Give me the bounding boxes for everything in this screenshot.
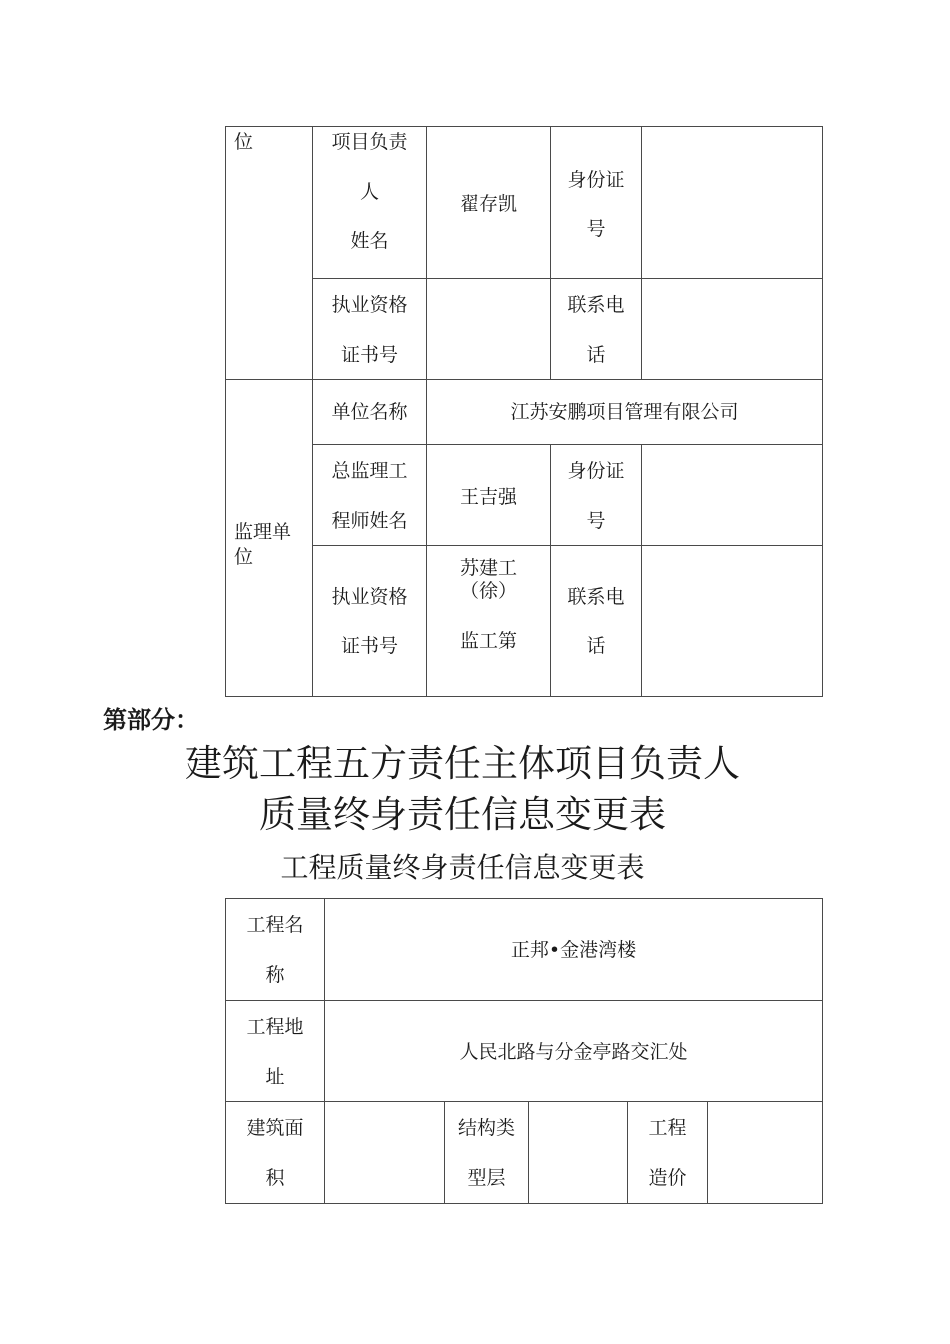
chief-value: 王吉强 [459, 486, 517, 508]
pm-name-value-cell [427, 127, 551, 279]
structure-value-cell [529, 1102, 628, 1204]
address-label-cell [226, 1001, 325, 1102]
chief-label-cell [313, 445, 427, 546]
structure-label-2: 型层 [467, 1167, 506, 1189]
id-value-cell [642, 127, 823, 279]
responsibility-table-continued [225, 126, 823, 697]
pm-name-label-2: 人 [359, 181, 379, 203]
unit-name-value-cell [427, 380, 823, 445]
supervision-label-1: 监理单 [234, 521, 292, 543]
form-subtitle: 工程质量终身责任信息变更表 [280, 851, 645, 884]
id-label-1: 身份证 [567, 169, 625, 191]
pm-name-label-cell [313, 127, 427, 279]
phone-value-cell-2 [642, 546, 823, 697]
cert-label-2: 证书号 [340, 344, 398, 366]
cost-value-cell [708, 1102, 823, 1204]
cert-value-cell-2 [427, 546, 551, 697]
id-label-cell-2 [551, 445, 642, 546]
chief-label-1: 总监理工 [331, 460, 408, 482]
id-label-1b: 身份证 [567, 460, 625, 482]
area-value-cell [325, 1102, 445, 1204]
cert-value-1: 苏建工 [459, 557, 517, 579]
title-line-2: 质量终身责任信息变更表 [259, 793, 666, 836]
cost-label-1: 工程 [648, 1117, 687, 1139]
pm-name-value: 翟存凯 [459, 193, 517, 215]
section-heading: 第部分： [103, 706, 199, 734]
title-line-1: 建筑工程五方责任主体项目负责人 [185, 742, 740, 785]
id-label-2b: 号 [586, 510, 606, 532]
address-value-cell [325, 1001, 823, 1102]
project-name-label-cell [226, 899, 325, 1001]
pm-name-label-3: 姓名 [350, 230, 389, 252]
cert-label-1: 执业资格 [331, 294, 408, 316]
supervision-unit-cell [226, 380, 313, 697]
cert-value-2: （徐） [459, 580, 517, 602]
cost-label-2: 造价 [648, 1167, 687, 1189]
cost-label-cell [628, 1102, 708, 1204]
unit-name-label-cell [313, 380, 427, 445]
phone-label-1: 联系电 [567, 294, 625, 316]
project-name-label-1: 工程名 [246, 914, 304, 936]
phone-label-cell-2 [551, 546, 642, 697]
phone-value-cell [642, 279, 823, 380]
structure-label-1: 结构类 [457, 1117, 515, 1139]
unit-tail-cell [226, 127, 313, 380]
pm-name-label-1: 项目负责 [331, 131, 408, 153]
cert-value-3: 监工第 [459, 630, 517, 652]
phone-label-cell [551, 279, 642, 380]
supervision-label-2: 位 [234, 546, 254, 568]
area-label-1: 建筑面 [246, 1117, 304, 1139]
address-label-1: 工程地 [246, 1016, 304, 1038]
project-name-value: 正邦•金港湾楼 [510, 939, 637, 961]
address-label-2: 址 [265, 1066, 285, 1088]
id-value-cell-2 [642, 445, 823, 546]
phone-label-2b: 话 [586, 635, 606, 657]
id-label-2: 号 [586, 218, 606, 240]
unit-name-value: 江苏安鹏项目管理有限公司 [510, 401, 739, 423]
structure-label-cell [445, 1102, 529, 1204]
cert-label-cell-2 [313, 546, 427, 697]
unit-name-label: 单位名称 [331, 401, 408, 423]
address-value: 人民北路与分金亭路交汇处 [459, 1041, 688, 1063]
phone-label-2: 话 [586, 344, 606, 366]
area-label-2: 积 [265, 1167, 285, 1189]
change-info-table [225, 898, 823, 1204]
phone-label-1b: 联系电 [567, 586, 625, 608]
unit-tail-label: 位 [234, 131, 254, 153]
cert-value-cell [427, 279, 551, 380]
area-label-cell [226, 1102, 325, 1204]
project-name-label-2: 称 [265, 964, 285, 986]
id-label-cell [551, 127, 642, 279]
cert-label-2b: 证书号 [340, 635, 398, 657]
chief-label-2: 程师姓名 [331, 510, 408, 532]
cert-label-cell [313, 279, 427, 380]
project-name-value-cell [325, 899, 823, 1001]
cert-label-1b: 执业资格 [331, 586, 408, 608]
chief-value-cell [427, 445, 551, 546]
